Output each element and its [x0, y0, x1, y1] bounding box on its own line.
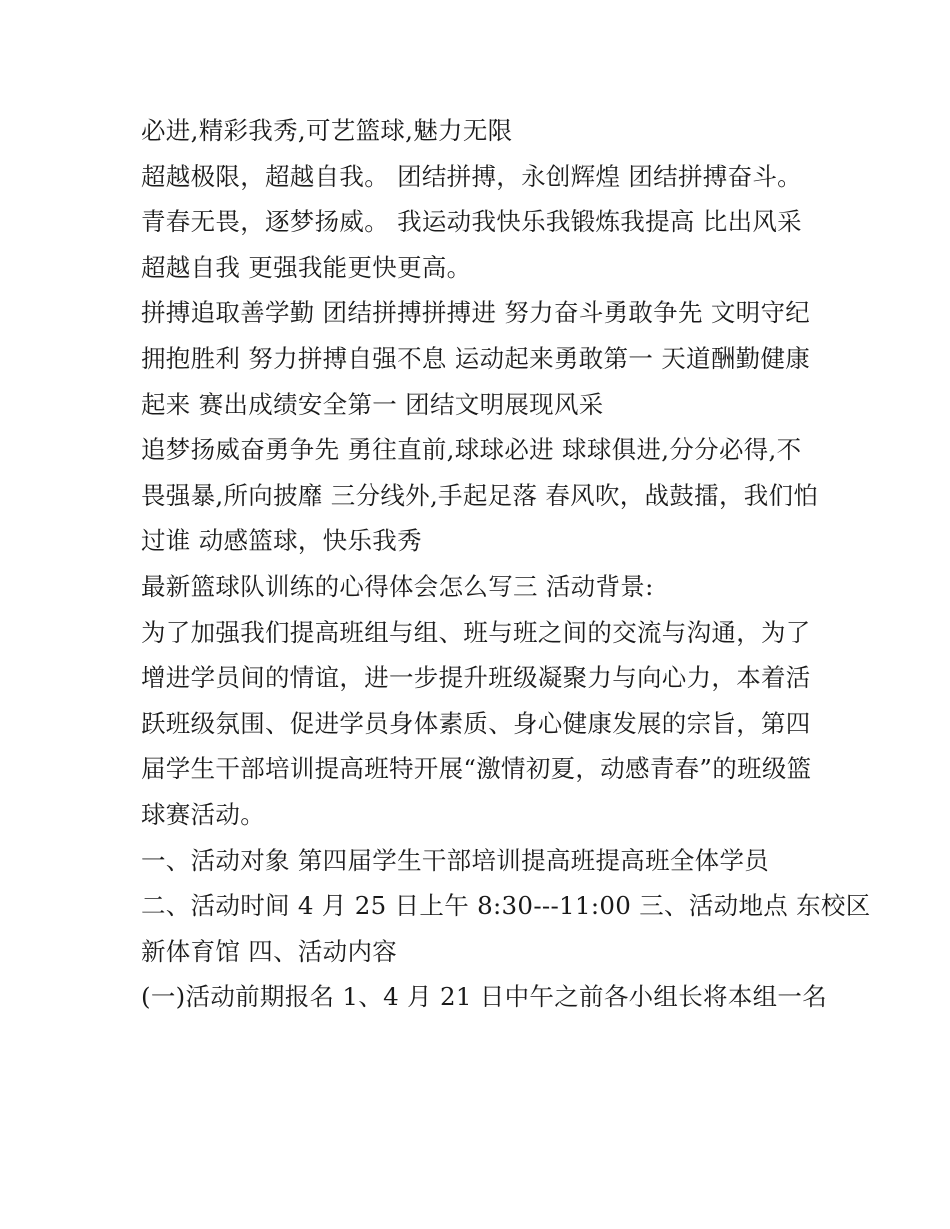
text-line: 球赛活动。 — [141, 799, 265, 829]
text-line: 拼搏追取善学勤 团结拼搏拼搏进 努力奋斗勇敢争先 文明守纪 — [141, 298, 811, 328]
text-line: 拥抱胜利 努力拼搏自强不息 运动起来勇敢第一 天道酬勤健康 — [141, 343, 811, 373]
section-heading: 最新篮球队训练的心得体会怎么写三 活动背景: — [141, 571, 654, 601]
text-line: 届学生干部培训提高班特开展“激情初夏，动感青春”的班级篮 — [141, 754, 812, 784]
text-line: 青春无畏，逐梦扬威。 我运动我快乐我锻炼我提高 比出风采 — [141, 207, 802, 237]
text-line: 为了加强我们提高班组与组、班与班之间的交流与沟通，为了 — [141, 617, 811, 647]
list-item: 二、活动时间 4 月 25 日上午 8:30---11:00 三、活动地点 东校区 — [141, 891, 871, 921]
text-line: 必进,精彩我秀,可艺篮球,魅力无限 — [141, 116, 513, 145]
text-line: 追梦扬威奋勇争先 勇往直前,球球必进 球球俱进,分分必得,不 — [141, 435, 802, 465]
text-line: 超越自我 更强我能更快更高。 — [141, 252, 472, 282]
text-line: 增进学员间的情谊，进一步提升班级凝聚力与向心力，本着活 — [141, 663, 811, 693]
list-item: 一、活动对象 第四届学生干部培训提高班提高班全体学员 — [141, 845, 770, 875]
text-line: 新体育馆 四、活动内容 — [141, 936, 398, 966]
text-line: 起来 赛出成绩安全第一 团结文明展现风采 — [141, 389, 604, 419]
text-line: 跃班级氛围、促进学员身体素质、身心健康发展的宗旨，第四 — [141, 708, 811, 738]
text-line: 超越极限，超越自我。 团结拼搏，永创辉煌 团结拼搏奋斗。 — [141, 161, 802, 191]
text-line: 畏强暴,所向披靡 三分线外,手起足落 春风吹，战鼓擂，我们怕 — [141, 480, 819, 510]
list-item: (一)活动前期报名 1、4 月 21 日中午之前各小组长将本组一名 — [141, 982, 828, 1012]
body-text — [141, 108, 871, 1020]
text-line: 过谁 动感篮球，快乐我秀 — [141, 526, 422, 556]
